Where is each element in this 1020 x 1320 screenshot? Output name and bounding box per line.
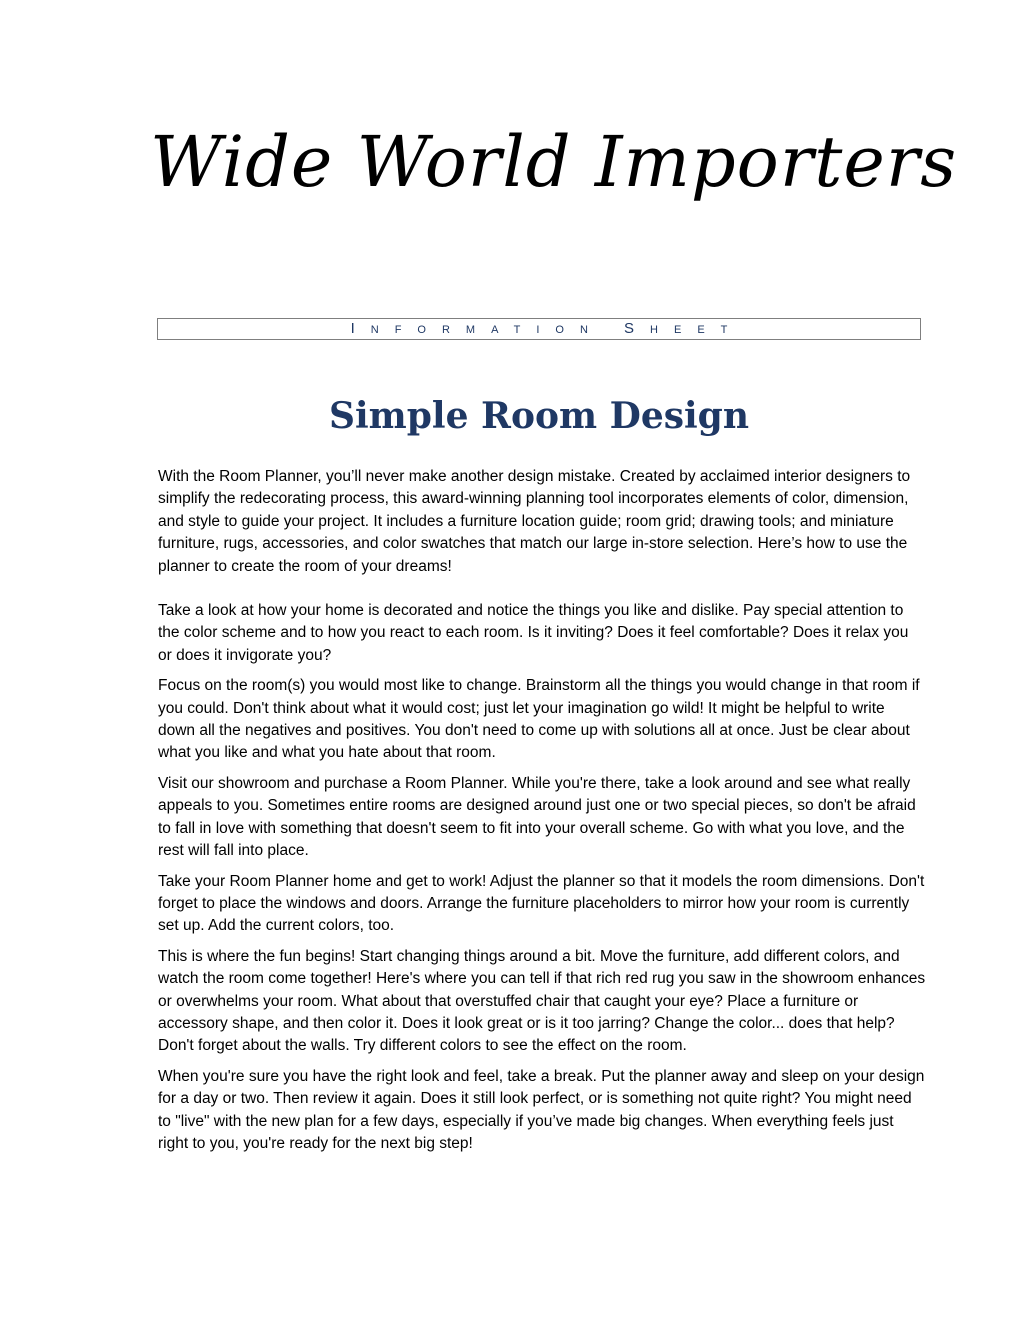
document-body [158, 466, 926, 1163]
body-paragraph: Visit our showroom and purchase a Room Planner. While you're there, take a look around and see what really appeals to you. Sometimes entire rooms are designed around just one or two special pieces, so don't be afraid to fall in love with something that doesn't seem to fit into your overall scheme. Go with what you love, and the rest will fall into place. [158, 774, 916, 860]
document-title: Simple Room Design [328, 395, 750, 437]
information-sheet-banner: Information Sheet [157, 318, 921, 340]
company-logo: Wide World Importers [150, 121, 958, 203]
body-paragraph: When you're sure you have the right look and feel, take a break. Put the planner away and sleep on your design for a day or two. Then review it again. Does it still look perfect, or is something not quite right? You might need to "live" with the new plan for a few days, especially if you’ve made big changes. When everything feels just right to you, you're ready for the next big step! [158, 1067, 925, 1152]
intro-paragraph: With the Room Planner, you’ll never make another design mistake. Created by acclaimed interior designers to simplify the redecorating process, this award-winning planning tool incorporates elements of color, dimension, and style to guide your project. It includes a furniture location guide; room grid; drawing tools; and miniature furniture, rugs, accessories, and color swatches that match our large in-store selection. Here’s how to use the planner to create the room of your dreams! [158, 468, 911, 575]
body-paragraph: Focus on the room(s) you would most like to change. Brainstorm all the things you would change in that room if you could. Don't think about what it would cost; just let your imagination go wild! It might be helpful to write down all the negatives and positives. You don't need to come up with solutions all at once. Just be clear about what you like and what you hate about that room. [158, 677, 920, 762]
body-paragraph: This is where the fun begins! Start changing things around a bit. Move the furniture, add different colors, and watch the room come together! Here's where you can tell if that rich red rug you saw in the showroom enhances or overwhelms your room. What about that overstuffed chair that caught your eye? Place a furniture or accessory shape, and then color it. Does it look great or is it too jarring? Change the color... does that help? Don't forget about the walls. Try different colors to see the effect on the room. [158, 947, 926, 1055]
body-paragraph: Take a look at how your home is decorated and notice the things you like and dislike. Pay special attention to the color scheme and to how you react to each room. Is it inviting? Does it feel comfortable? Does it relax you or does it invigorate you? [158, 602, 909, 664]
body-paragraph: Take your Room Planner home and get to work! Adjust the planner so that it models the room dimensions. Don't forget to place the windows and doors. Arrange the furniture placeholders to mirror how your room is currently set up. Add the current colors, too. [158, 872, 925, 935]
